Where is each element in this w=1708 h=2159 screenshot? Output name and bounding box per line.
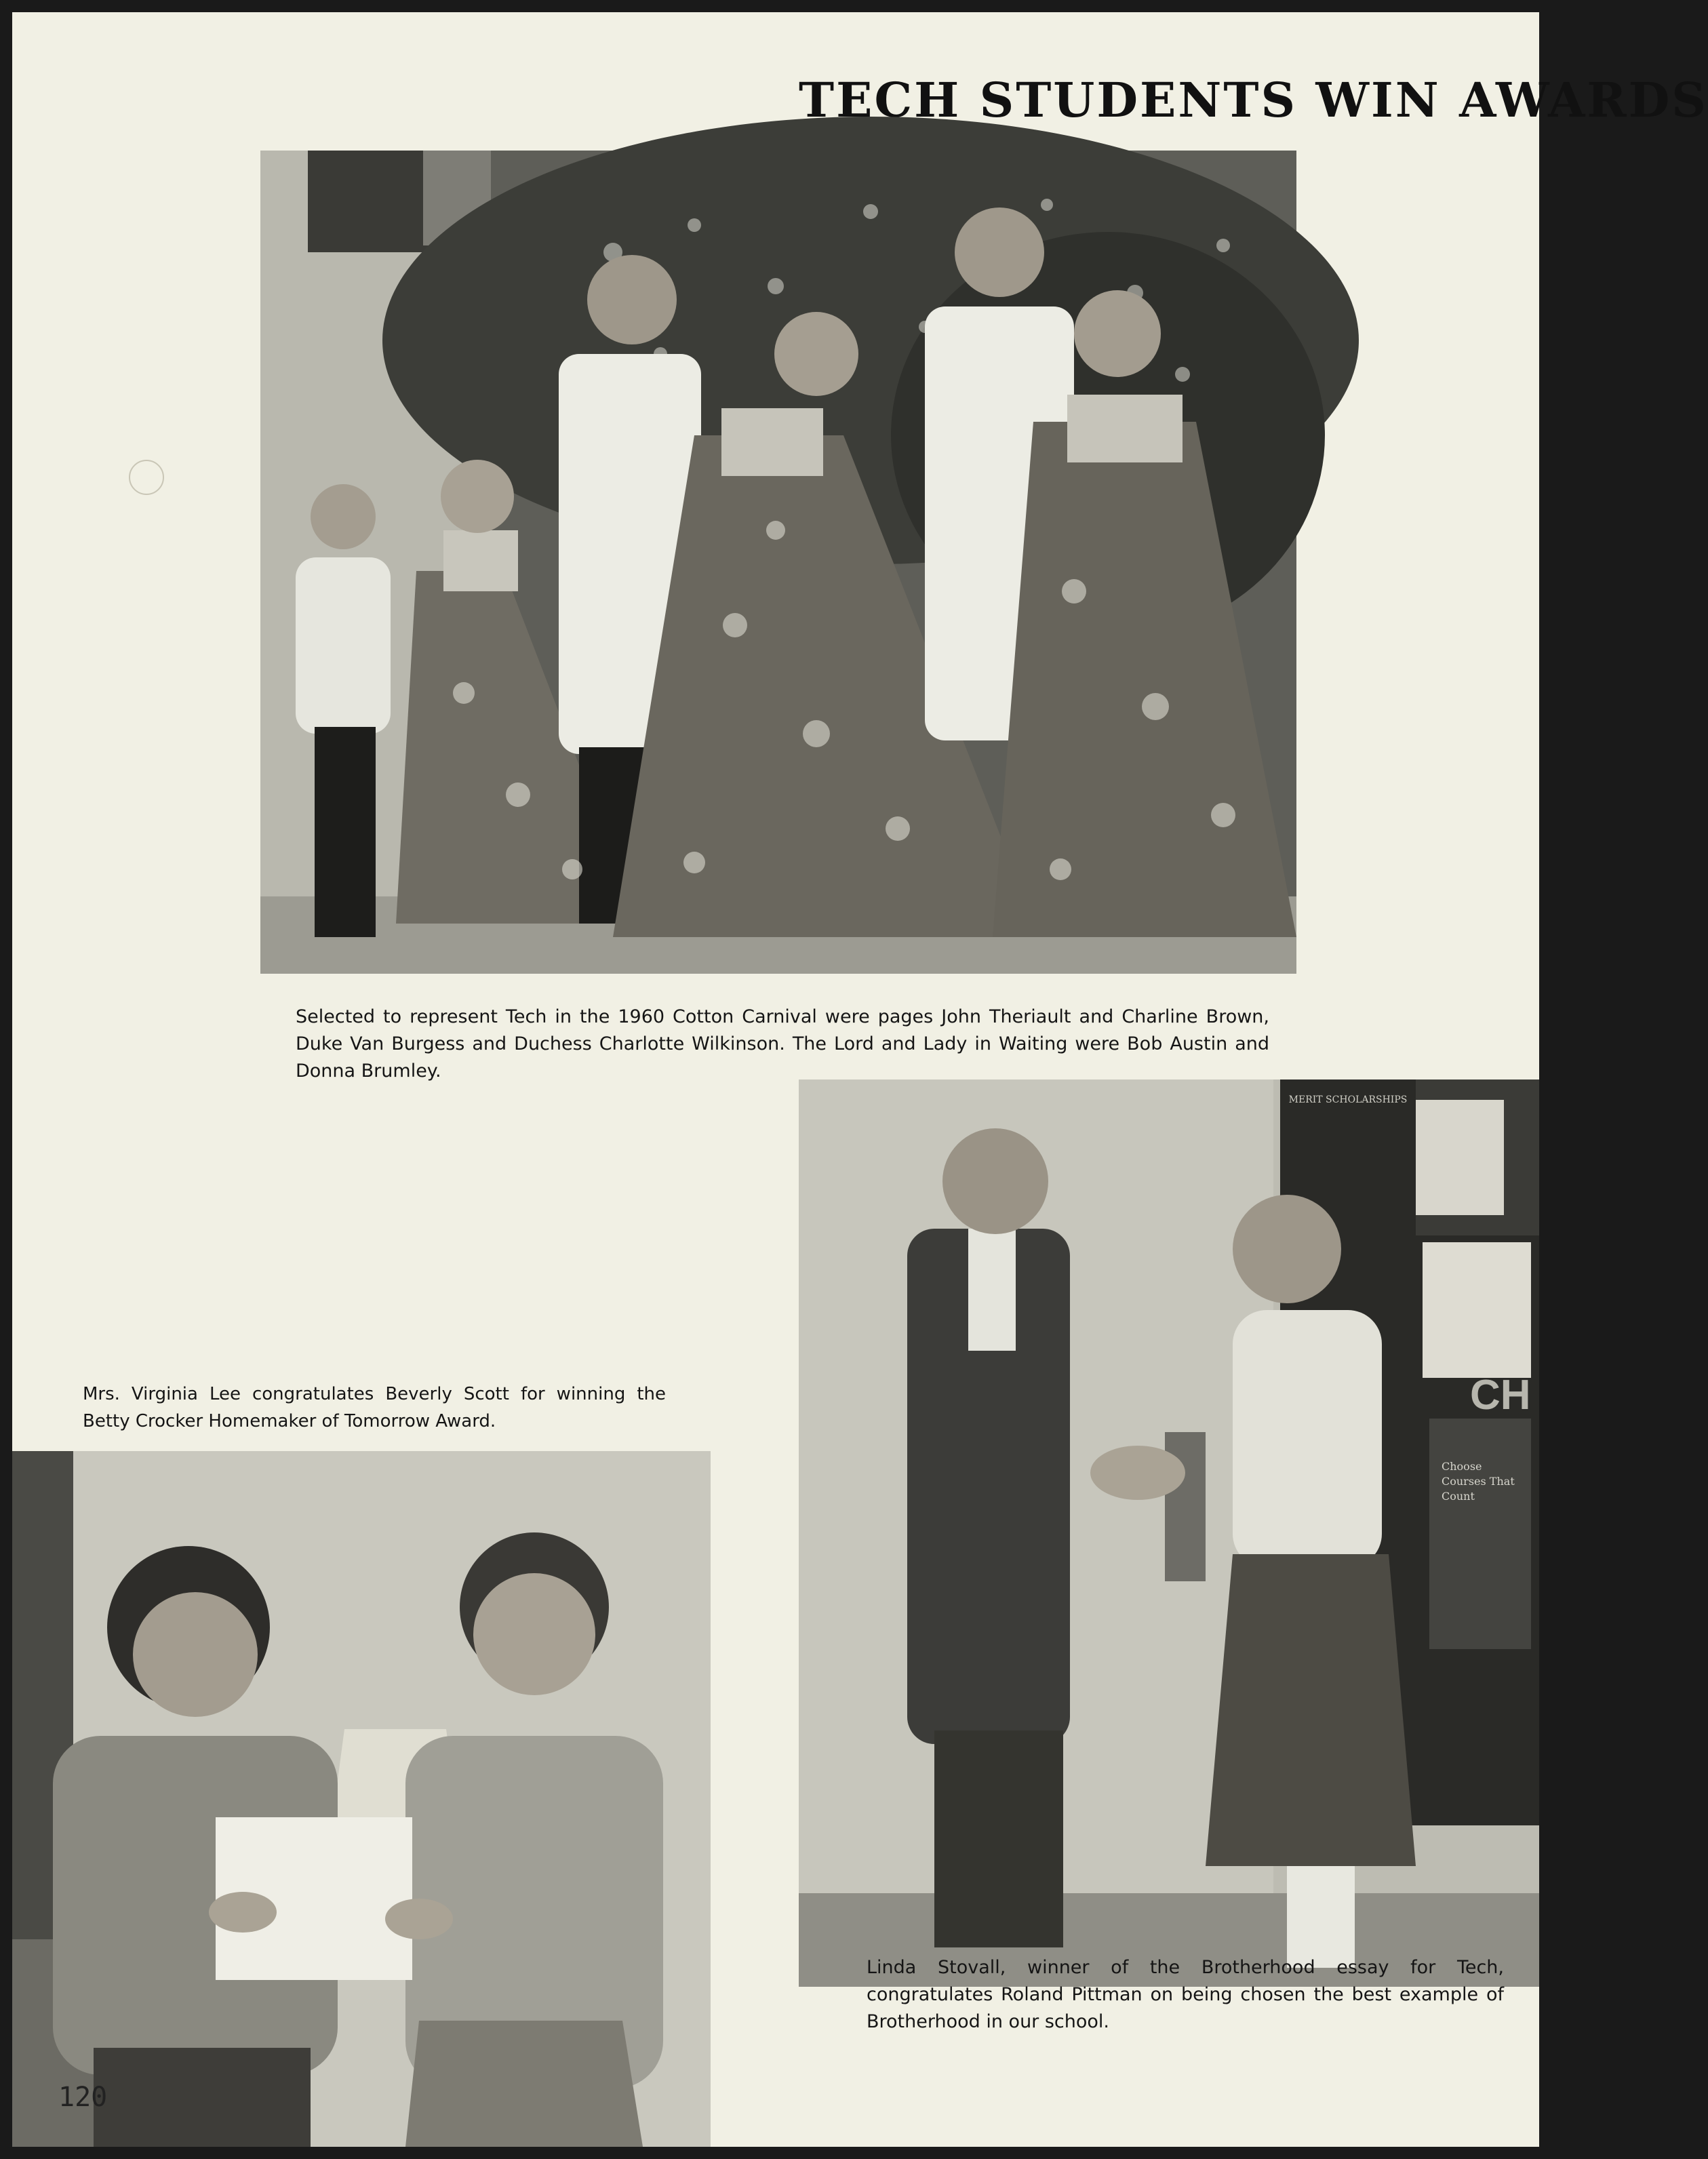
carnival-photo-caption: Selected to represent Tech in the 1960 Cotton Carnival were pages John Theriault and Charline Brown, Duke Van Burgess and Duchess Charlotte Wilkinson. The Lord and Lady in Waiting were Bob Austin and Donna Brumley.: [296, 1006, 1269, 1082]
page-number: 120: [58, 2082, 108, 2113]
brotherhood-photo: [799, 1080, 1539, 1987]
carnival-group-photo: [260, 151, 1296, 974]
homemaker-photo-caption: Mrs. Virginia Lee congratulates Beverly Scott for winning the Betty Crocker Homemaker of Tomorrow Award.: [83, 1384, 666, 1431]
homemaker-award-photo: [12, 1451, 711, 2147]
yearbook-page: [12, 12, 1708, 2147]
leaf-watermark-icon: [129, 460, 164, 495]
page-title: TECH STUDENTS WIN AWARDS: [799, 72, 1708, 128]
courses-poster: Choose Courses That Count: [1442, 1460, 1515, 1503]
merit-scholarships-sign: MERIT SCHOLARSHIPS: [1288, 1094, 1408, 1105]
board-letters: CH: [1470, 1372, 1531, 1419]
brotherhood-photo-caption: Linda Stovall, winner of the Brotherhood essay for Tech, congratulates Roland Pittman on being chosen the best example of Brotherhood in our school.: [867, 1957, 1504, 2032]
